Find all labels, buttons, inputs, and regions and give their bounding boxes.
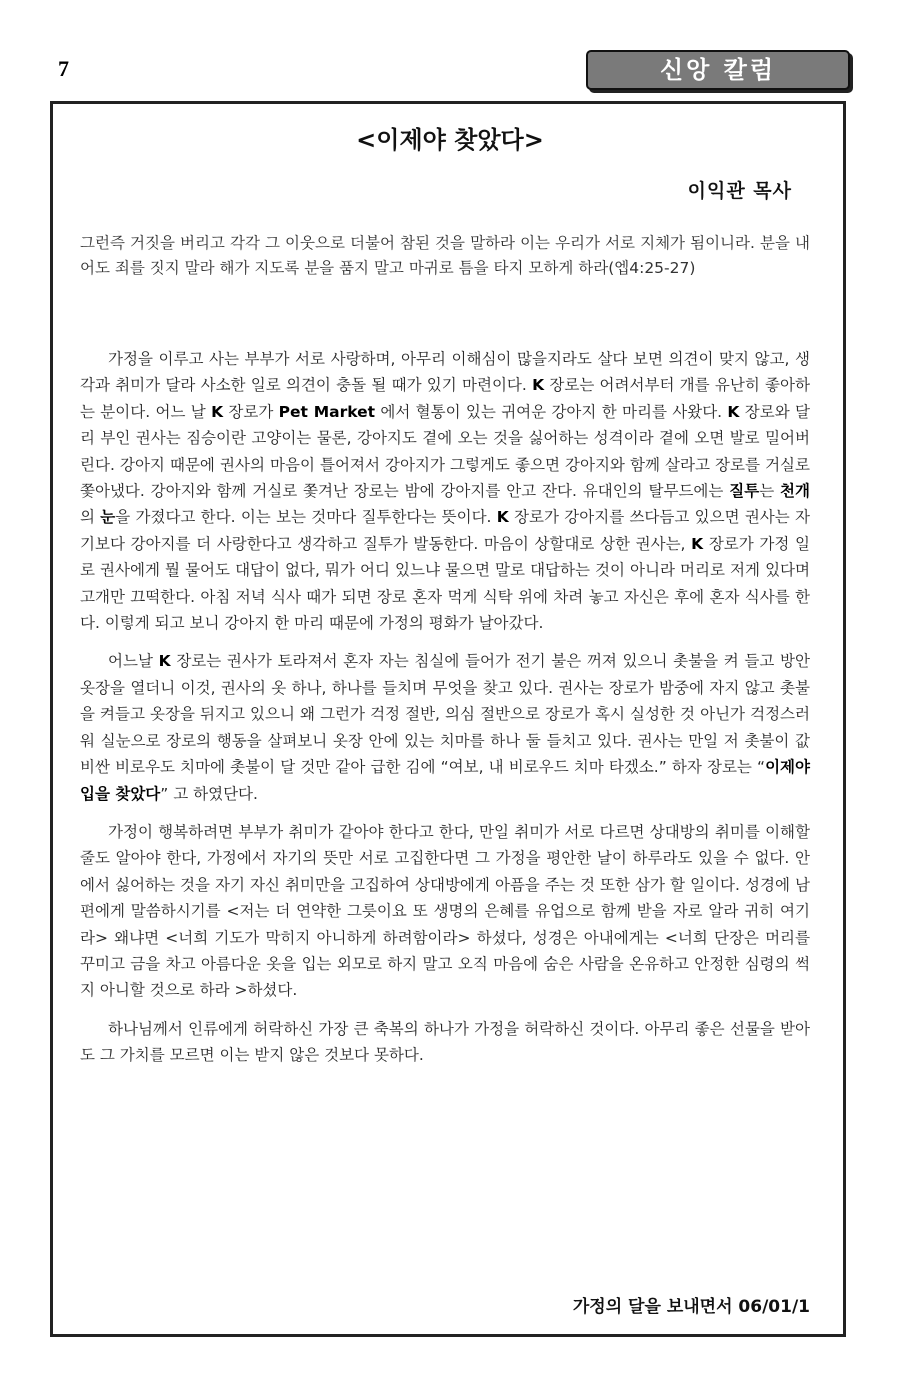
bold-k: K bbox=[691, 534, 704, 553]
text-span: 어느날 bbox=[108, 652, 159, 671]
text-span: 장로와 달리 부인 권사는 짐승이란 고양이는 물론, 강아지도 곁에 오는 것을 싫어하는 성격이라 곁에 오면 발로 밀어버린다. 강아지 때문에 권사의 마음이 틀어져서 강아지가 그렇게도 좋으면 강아지와 함께 살라고 장로를 거실로 쫓아냈다. 강아지와 함께 거실로 쫓겨난 장로는 밤에 강아지를 안고 잔다. 유대인의 탈무드에는 bbox=[80, 402, 810, 501]
text-span: 장로가 bbox=[223, 402, 279, 421]
text-span: 에서 혈통이 있는 귀여운 강아지 한 마리를 사왔다. bbox=[375, 402, 728, 421]
text-span: 는 bbox=[759, 482, 781, 501]
bold-eyes: 눈 bbox=[100, 508, 116, 527]
text-span: ” 고 하였단다. bbox=[160, 784, 258, 803]
scripture-quote: 그런즉 거짓을 버리고 각각 그 이웃으로 더불어 참된 것을 말하라 이는 우리가 서로 지체가 됨이니라. 분을 내어도 죄를 짓지 말라 해가 지도록 분을 품지 말고 마귀로 틈을 타지 모하게 하라(엡4:25-27) bbox=[80, 234, 810, 277]
text-span: 장로가 강아지를 쓰다듬고 있으면 권사는 자기보다 강아지를 더 사랑한다고 생각하고 질투가 발동한다. 마음이 상할대로 상한 권사는, bbox=[80, 508, 811, 553]
paragraph-2 bbox=[80, 648, 810, 806]
bold-thousand: 천개 bbox=[780, 482, 810, 501]
text-span: 장로가 가정 일로 권사에게 뭘 물어도 대답이 없다, 뭐가 어디 있느냐 물으면 말로 대답하는 것이 아니라 머리로 저게 있다며 고개만 끄떡한다. 아침 저녁 식사 때가 되면 장로 혼자 먹게 식탁 위에 차려 놓고 자신은 후에 혼자 식사를 한다. 이렇게 되고 보니 강아지 한 마리 때문에 가정의 평화가 날아갔다. bbox=[80, 534, 810, 633]
bold-jealousy: 질투 bbox=[729, 482, 760, 501]
bold-pet-market: Pet Market bbox=[278, 402, 376, 421]
bold-k: K bbox=[727, 402, 740, 421]
page-number: 7 bbox=[58, 56, 69, 81]
article-author: 이익관 목사 bbox=[687, 180, 792, 202]
bold-k: K bbox=[211, 402, 224, 421]
closing-line: 가정의 달을 보내면서 06/01/1 bbox=[572, 1297, 810, 1317]
paragraph-1 bbox=[80, 346, 810, 636]
text-span: 장로는 어려서부터 개를 유난히 좋아하는 분이다. 어느 날 bbox=[80, 376, 810, 421]
paragraph-4: 하나님께서 인류에게 허락하신 가장 큰 축복의 하나가 가정을 허락하신 것이다. 아무리 좋은 선물을 받아도 그 가치를 모르면 이는 받지 않은 것보다 못하다. bbox=[80, 1019, 810, 1065]
text-span: 의 bbox=[80, 508, 101, 527]
text-span: 장로는 권사가 토라져서 혼자 자는 침실에 들어가 전기 불은 꺼져 있으니 촛불을 켜 들고 방안 옷장을 열더니 이것, 권사의 옷 하나, 하나를 들치며 무엇을 찾고 있다. 권사는 장로가 밤중에 자지 않고 촛불을 켜들고 옷장을 뒤지고 있으니 왜 그런가 걱정 절반, 의심 절반으로 장로가 혹시 실성한 것 아닌가 걱정스러워 실눈으로 장로의 행동을 살펴보니 옷장 안에 있는 치마를 하나 둘 들치고 있다. 권사는 만일 저 촛불이 값비싼 비로우도 치마에 촛불이 달 것만 같아 급한 김에 “여보, 내 비로우드 치마 타겠소.” 하자 장로는 “ bbox=[80, 652, 810, 777]
section-label: 신앙 칼럼 bbox=[586, 50, 850, 90]
article-body bbox=[80, 346, 810, 1081]
bold-k: K bbox=[158, 652, 171, 671]
text-span: 가정을 이루고 사는 부부가 서로 사랑하며, 아무리 이해심이 많을지라도 살다 보면 의견이 맞지 않고, 생각과 취미가 달라 사소한 일로 의견이 충돌 될 때가 있기 마련이다. bbox=[80, 350, 810, 395]
paragraph-3: 가정이 행복하려면 부부가 취미가 같아야 한다고 한다, 만일 취미가 서로 다르면 상대방의 취미를 이해할 줄도 알아야 한다, 가정에서 자기의 뜻만 서로 고집한다면 그 가정을 평안한 날이 하루라도 있을 수 없다. 안에서 싫어하는 것을 자기 자신 취미만을 고집하여 상대방에게 아픔을 주는 것 또한 삼가 할 일이다. 성경에 남편에게 말씀하시기를 <저는 더 연약한 그릇이요 또 생명의 은혜를 유업으로 함께 받을 자로 알라 귀히 여기라> 왜냐면 <너희 기도가 막히지 아니하게 하려함이라> 하셨다, 성경은 아내에게는 <너희 단장은 머리를 꾸미고 금을 차고 아름다운 옷을 입는 외모로 하지 말고 오직 마음에 숨은 사람을 온유하고 안정한 심령의 썩지 아니할 것으로 하라 >하셨다. bbox=[80, 822, 810, 1000]
text-span: 을 가졌다고 한다. 이는 보는 것마다 질투한다는 뜻이다. bbox=[115, 508, 497, 527]
bold-k: K bbox=[532, 376, 545, 395]
bold-found-quote: 이제야 입을 찾았다 bbox=[80, 758, 810, 803]
bold-k: K bbox=[496, 508, 509, 527]
article-title: <이제야 찾았다> bbox=[356, 126, 544, 154]
